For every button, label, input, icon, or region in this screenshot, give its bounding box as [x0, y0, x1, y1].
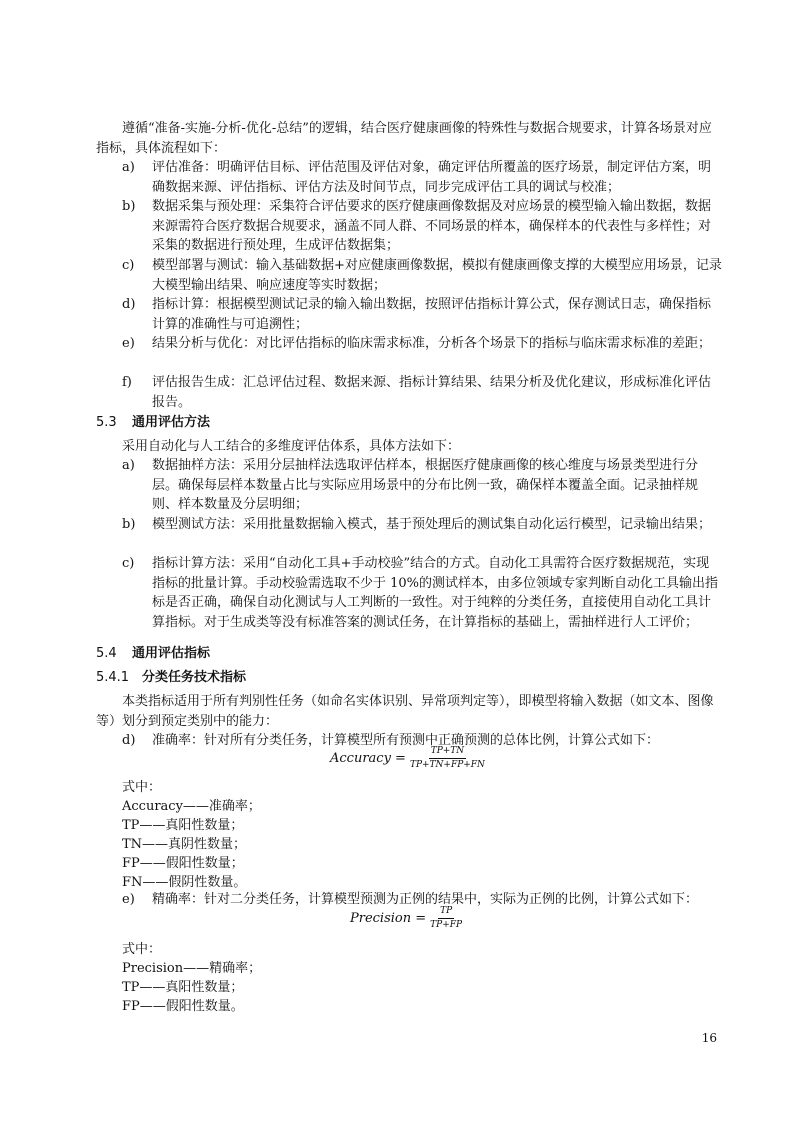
precision-formula-lhs: Precision = [350, 911, 427, 926]
flow-item-b: b) 数据采集与预处理：采集符合评估要求的医疗健康画像数据及对应场景的模型输入输出数据，数据来源需符合医疗数据合规要求，涵盖不同人群、不同场景的样本，确保样本的代表性与多样性；对采集的数据进行预处理，生成评估数据集； [122, 199, 712, 253]
section-heading-5-4: 5.4 通用评估指标 [96, 646, 211, 661]
accuracy-where: 式中： [122, 780, 162, 795]
classification-intro: 本类指标适用于所有判别性任务（如命名实体识别、异常项判定等），即模型将输入数据（如文本、图像等）划分到预定类别中的能力： [96, 694, 714, 729]
flow-item-c: c) 模型部署与测试：输入基础数据+对应健康画像数据，模拟有健康画像支撑的大模型应用场景，记录大模型输出结果、响应速度等实时数据； [122, 258, 722, 293]
accuracy-numerator: TP+TN [429, 746, 466, 759]
accuracy-formula [330, 746, 485, 771]
section-heading-5-4-1: 5.4.1 分类任务技术指标 [96, 670, 247, 685]
flow-intro: 遵循“准备-实施-分析-优化-总结”的逻辑，结合医疗健康画像的特殊性与数据合规要求，计算各场景对应指标，具体流程如下： [96, 121, 712, 156]
precision-term: FP——假阳性数量。 [122, 999, 244, 1014]
method-item-b: b) 模型测试方法：采用批量数据输入模式，基于预处理后的测试集自动化运行模型，记录输出结果； [122, 517, 712, 532]
flow-item-d: d) 指标计算：根据模型测试记录的输入输出数据，按照评估指标计算公式，保存测试日志，确保指标计算的准确性与可追溯性； [122, 297, 712, 332]
precision-where: 式中： [122, 942, 162, 957]
precision-item: e) 精确率：针对二分类任务，计算模型预测为正例的结果中，实际为正例的比例，计算公式如下： [122, 892, 699, 907]
method-item-a: a) 数据抽样方法：采用分层抽样法选取评估样本，根据医疗健康画像的核心维度与场景类型进行分层。确保每层样本数量占比与实际应用场景中的分布比例一致，确保样本覆盖全面。记录抽样规则、样本数量及分层明细； [122, 458, 699, 512]
accuracy-term: FP——假阳性数量； [122, 856, 244, 871]
accuracy-term: TP——真阳性数量； [122, 818, 244, 833]
precision-denominator: TP+FP [430, 920, 463, 930]
precision-term: Precision——精确率； [122, 961, 262, 976]
precision-fraction [430, 906, 462, 931]
accuracy-term: FN——假阴性数量。 [122, 875, 247, 890]
page-number: 16 [701, 1031, 717, 1045]
accuracy-term: TN——真阴性数量； [122, 837, 247, 852]
precision-numerator: TP [438, 906, 454, 919]
method-item-c: c) 指标计算方法：采用“自动化工具+手动校验”结合的方式。自动化工具需符合医疗数据规范，实现指标的批量计算。手动校验需选取不少于 10%的测试样本，由多位领域专家判断自动化工具输出指标是否正确，确保自动化测试与人工判断的一致性。对于纯粹的分类任务，直接使用自动化工具计算指标。对于生成类等没有标准答案的测试任务，在计算指标的基础上，需抽样进行人工评价； [122, 556, 719, 630]
accuracy-denominator: TP+TN+FP+FN [409, 760, 485, 770]
accuracy-item: d) 准确率：针对所有分类任务，计算模型所有预测中正确预测的总体比例，计算公式如下： [122, 733, 660, 748]
precision-formula [350, 906, 462, 931]
methods-intro: 采用自动化与人工结合的多维度评估体系，具体方法如下： [122, 439, 461, 454]
precision-term: TP——真阳性数量； [122, 980, 244, 995]
flow-item-f: f) 评估报告生成：汇总评估过程、数据来源、指标计算结果、结果分析及优化建议，形成标准化评估报告。 [122, 375, 712, 410]
flow-item-a: a) 评估准备：明确评估目标、评估范围及评估对象，确定评估所覆盖的医疗场景，制定评估方案，明确数据来源、评估指标、评估方法及时间节点，同步完成评估工具的调试与校准； [122, 160, 712, 195]
accuracy-term: Accuracy——准确率； [122, 799, 261, 814]
section-heading-5-3: 5.3 通用评估方法 [96, 415, 211, 430]
accuracy-formula-lhs: Accuracy = [330, 751, 406, 766]
flow-item-e: e) 结果分析与优化：对比评估指标的临床需求标准，分析各个场景下的指标与临床需求标准的差距； [122, 336, 712, 351]
accuracy-fraction [410, 746, 485, 771]
